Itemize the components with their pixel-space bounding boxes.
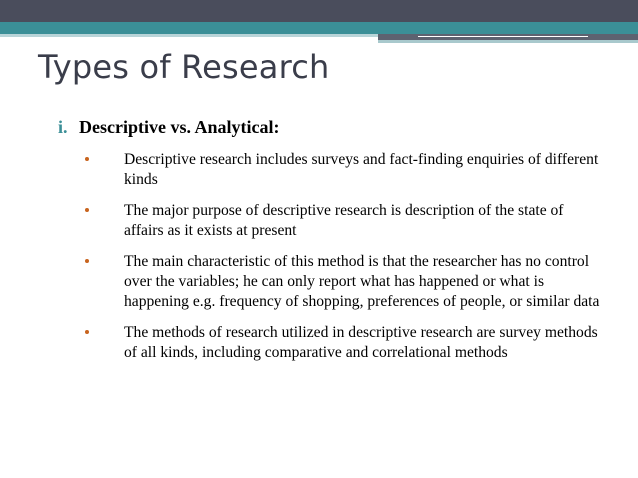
bullet-item xyxy=(84,323,604,362)
subheading-text: Descriptive vs. Analytical: xyxy=(79,117,280,137)
bullet-text: Descriptive research includes surveys and fact-finding enquiries of different kinds xyxy=(124,151,599,188)
bullet-text: The main characteristic of this method is that the researcher has no control over the variables; he can only report what has happened or what is happening e.g. frequency of shopping, preferences of people, or similar data xyxy=(124,253,600,310)
bullet-text: The methods of research utilized in descriptive research are survey methods of all kinds, including comparative and correlational methods xyxy=(124,324,598,361)
header-teal-band xyxy=(0,22,638,34)
bullet-dot-icon xyxy=(85,208,89,212)
bullet-text: The major purpose of descriptive research is description of the state of affairs as it exists at present xyxy=(124,202,564,239)
bullet-item xyxy=(84,150,604,189)
bullet-dot-icon xyxy=(85,157,89,161)
bullet-dot-icon xyxy=(85,259,89,263)
bullet-list xyxy=(84,150,604,374)
header-accent-band-light xyxy=(378,40,638,43)
bullet-item xyxy=(84,201,604,240)
subheading-number: i. xyxy=(58,117,68,137)
slide-title: Types of Research xyxy=(38,48,330,86)
subheading xyxy=(58,117,279,138)
bullet-dot-icon xyxy=(85,330,89,334)
header-top-bar xyxy=(0,0,638,22)
header-accent-line xyxy=(418,36,588,37)
bullet-item xyxy=(84,252,604,311)
